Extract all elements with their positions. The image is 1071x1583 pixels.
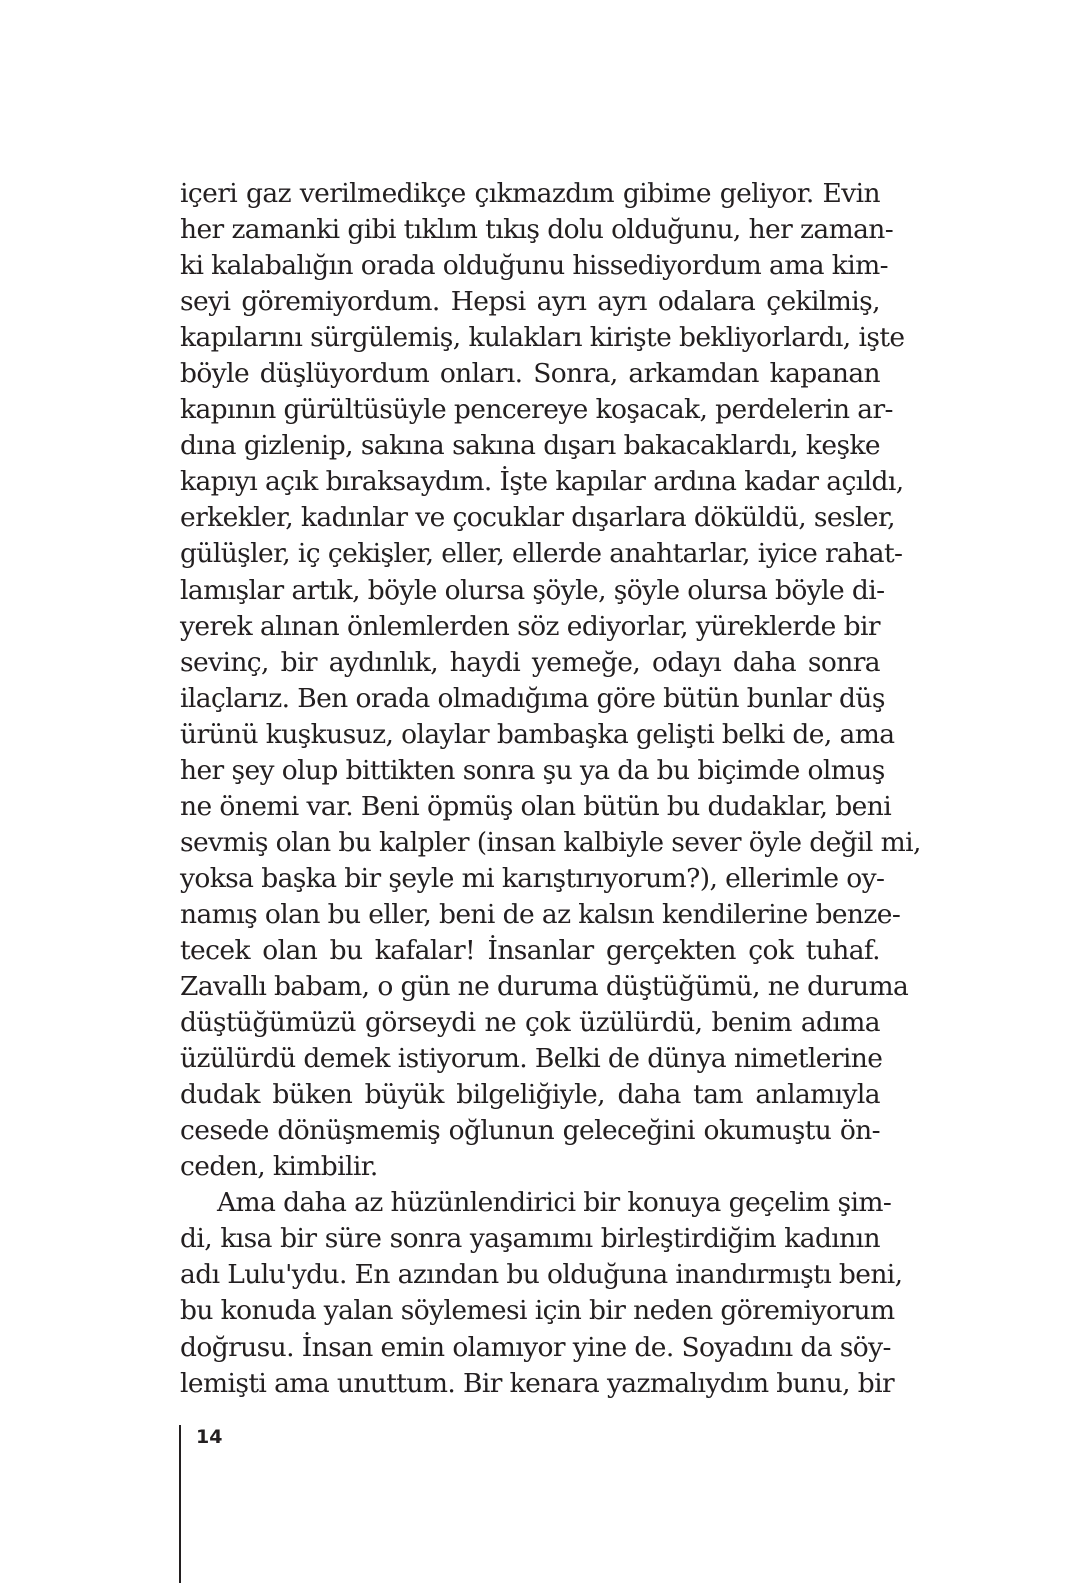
text-line: ilaçlarız. Ben orada olmadığıma göre bütün bunlar düş (180, 682, 885, 714)
text-line: yerek alınan önlemlerden söz ediyorlar, yüreklerde bir (180, 610, 880, 642)
text-line: üzülürdü demek istiyorum. Belki de dünya nimetlerine (180, 1043, 883, 1075)
text-line: namış olan bu eller, beni de az kalsın kendilerine benze- (180, 898, 901, 930)
text-line: Ama daha az hüzünlendirici bir konuya geçelim şim- (217, 1187, 892, 1219)
text-line: dına gizlenip, sakına sakına dışarı bakacaklardı, keşke (180, 430, 880, 462)
text-line: her şey olup bittikten sonra şu ya da bu biçimde olmuş (180, 754, 885, 786)
text-line: Zavallı babam, o gün ne duruma düştüğümü, ne duruma (180, 971, 909, 1003)
text-line: ki kalabalığın orada olduğunu hissediyordum ama kim- (180, 250, 888, 282)
text-line: cesede dönüşmemiş oğlunun geleceğini okumuştu ön- (180, 1115, 880, 1147)
text-line: kapılarını sürgülemiş, kulakları kirişte bekliyorlardı, işte (180, 322, 905, 354)
text-line: sevinç, bir aydınlık, haydi yemeğe, odayı daha sonra (180, 646, 880, 678)
text-line: her zamanki gibi tıklım tıkış dolu olduğunu, her zaman- (180, 214, 894, 246)
text-line: tecek olan bu kafalar! İnsanlar gerçekten çok tuhaf. (180, 934, 880, 966)
text-line: gülüşler, iç çekişler, eller, ellerde anahtarlar, iyice rahat- (180, 538, 903, 570)
text-line: ne önemi var. Beni öpmüş olan bütün bu dudaklar, beni (180, 790, 892, 822)
body-text (180, 176, 921, 1402)
text-line: seyi göremiyordum. Hepsi ayrı ayrı odalara çekilmiş, (180, 286, 880, 318)
text-line: ceden, kimbilir. (180, 1151, 378, 1183)
text-line: lemişti ama unuttum. Bir kenara yazmalıydım bunu, bir (180, 1367, 895, 1399)
text-line: ürünü kuşkusuz, olaylar bambaşka gelişti belki de, ama (180, 718, 895, 750)
text-line: di, kısa bir süre sonra yaşamımı birleştirdiğim kadının (180, 1223, 880, 1255)
text-line: bu konuda yalan söylemesi için bir neden göremiyorum (180, 1295, 895, 1327)
text-line: kapının gürültüsüyle pencereye koşacak, perdelerin ar- (180, 394, 893, 426)
text-line: kapıyı açık bıraksaydım. İşte kapılar ardına kadar açıldı, (180, 466, 904, 498)
page-number: 14 (196, 1426, 223, 1448)
text-line: yoksa başka bir şeyle mi karıştırıyorum?), ellerimle oy- (180, 862, 885, 894)
text-line: lamışlar artık, böyle olursa şöyle, şöyle olursa böyle di- (180, 574, 885, 606)
text-line: içeri gaz verilmedikçe çıkmazdım gibime geliyor. Evin (180, 178, 880, 209)
text-line: adı Lulu'ydu. En azından bu olduğuna inandırmıştı beni, (180, 1259, 903, 1291)
text-line: böyle düşlüyordum onları. Sonra, arkamdan kapanan (180, 358, 880, 390)
text-line: dudak büken büyük bilgeliğiyle, daha tam anlamıyla (180, 1079, 880, 1111)
footer-rule (179, 1425, 181, 1583)
text-line: düştüğümüzü görseydi ne çok üzülürdü, benim adıma (180, 1007, 880, 1039)
text-line: sevmiş olan bu kalpler (insan kalbiyle sever öyle değil mi, (180, 826, 921, 858)
text-line: erkekler, kadınlar ve çocuklar dışarlara döküldü, sesler, (180, 502, 895, 534)
text-line: doğrusu. İnsan emin olamıyor yine de. Soyadını da söy- (180, 1331, 891, 1363)
